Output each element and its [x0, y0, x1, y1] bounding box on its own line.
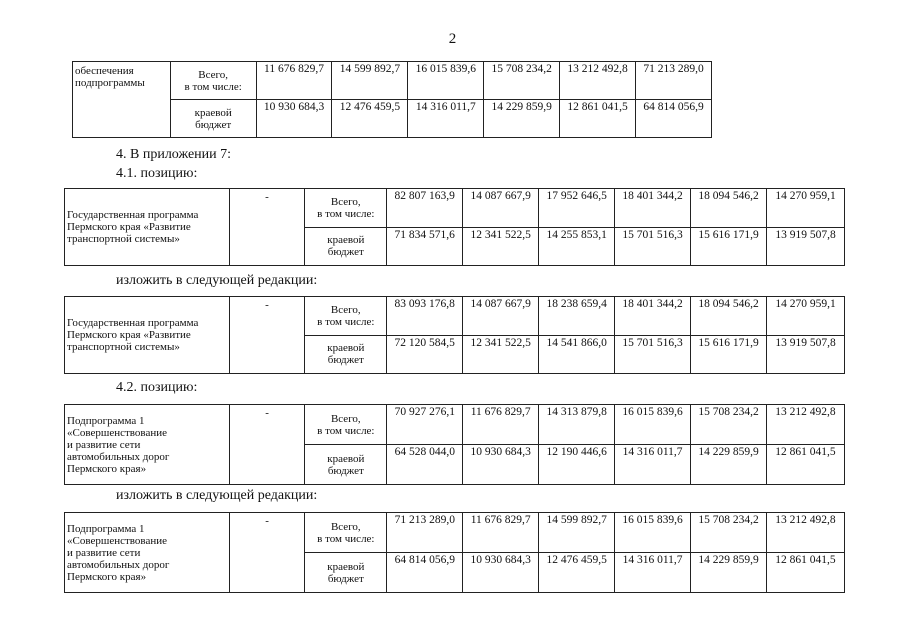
name-cell	[65, 189, 230, 266]
value-cell: 13 212 492,8	[560, 62, 636, 100]
name-line: Пермского края»	[67, 462, 147, 475]
value-cell: 16 015 839,6	[408, 62, 484, 100]
value-cell: 10 930 684,3	[256, 100, 332, 138]
name-line: подпрограммы	[75, 77, 145, 89]
name-line: и развитие сети	[67, 438, 141, 451]
value-cell: 14 087 667,9	[463, 297, 539, 336]
value-cell: 13 212 492,8	[766, 405, 844, 445]
value-cell: 12 861 041,5	[766, 445, 844, 485]
value-cell: 82 807 163,9	[387, 189, 463, 228]
heading-edit-1: изложить в следующей редакции:	[116, 273, 318, 288]
label-cell	[170, 100, 256, 138]
value-cell: 13 212 492,8	[766, 513, 844, 553]
value-cell: 14 316 011,7	[615, 445, 691, 485]
value-cell: 18 401 344,2	[615, 189, 691, 228]
value-cell: 14 255 853,1	[539, 227, 615, 266]
label-line: краевой	[327, 452, 365, 465]
value-cell: 14 270 959,1	[767, 189, 845, 228]
label-line: Всего,	[198, 68, 229, 81]
value-cell: 18 094 546,2	[691, 297, 767, 336]
value-cell: 12 190 446,6	[539, 445, 615, 485]
label-line: в том числе:	[317, 424, 375, 437]
value-cell: 14 316 011,7	[615, 553, 691, 593]
label-line: бюджет	[327, 246, 364, 259]
page-number: 2	[448, 31, 457, 47]
value-cell: 14 229 859,9	[484, 100, 560, 138]
value-cell: 64 814 056,9	[636, 100, 712, 138]
name-cell	[73, 62, 171, 138]
name-line: Пермского края»	[67, 570, 147, 583]
name-line: транспортной системы»	[67, 233, 180, 245]
label-cell	[305, 227, 387, 266]
label-line: краевой	[194, 106, 232, 119]
name-line: «Совершенствование	[67, 426, 167, 439]
label-cell	[305, 513, 387, 553]
value-cell: 12 476 459,5	[332, 100, 408, 138]
value-cell: 72 120 584,5	[387, 335, 463, 374]
dash-cell: -	[229, 297, 305, 374]
budget-table	[64, 404, 845, 485]
value-cell: 64 528 044,0	[387, 445, 463, 485]
value-cell: 83 093 176,8	[387, 297, 463, 336]
value-cell: 71 834 571,6	[387, 227, 463, 266]
name-line: обеспечения	[75, 65, 134, 77]
name-line: Государственная программа	[67, 209, 199, 221]
name-line: автомобильных дорог	[67, 558, 170, 571]
value-cell: 15 708 234,2	[691, 513, 767, 553]
value-cell: 16 015 839,6	[615, 513, 691, 553]
label-line: Всего,	[330, 520, 361, 533]
label-line: Всего,	[330, 412, 361, 425]
value-cell: 12 341 522,5	[463, 335, 539, 374]
value-cell: 11 676 829,7	[256, 62, 332, 100]
value-cell: 18 094 546,2	[691, 189, 767, 228]
name-cell	[65, 297, 230, 374]
value-cell: 12 476 459,5	[539, 553, 615, 593]
heading-appendix-7: 4. В приложении 7:	[116, 147, 232, 162]
name-line: Пермского края «Развитие	[67, 221, 191, 233]
name-line: Государственная программа	[67, 317, 199, 329]
name-line: автомобильных дорог	[67, 450, 170, 463]
value-cell: 15 708 234,2	[691, 405, 767, 445]
value-cell: 13 919 507,8	[767, 335, 845, 374]
heading-edit-2: изложить в следующей редакции:	[116, 488, 318, 503]
name-line: транспортной системы»	[67, 341, 180, 353]
value-cell: 11 676 829,7	[463, 405, 539, 445]
value-cell: 15 701 516,3	[615, 227, 691, 266]
label-cell	[305, 335, 387, 374]
name-line: Подпрограмма 1	[67, 522, 145, 535]
heading-4-2: 4.2. позицию:	[116, 380, 198, 395]
heading-4-1: 4.1. позицию:	[116, 166, 198, 181]
value-cell: 14 316 011,7	[408, 100, 484, 138]
value-cell: 64 814 056,9	[387, 553, 463, 593]
label-line: краевой	[327, 342, 365, 355]
label-cell	[170, 62, 256, 100]
label-line: Всего,	[330, 303, 361, 316]
label-cell	[305, 297, 387, 336]
value-cell: 10 930 684,3	[463, 553, 539, 593]
top-table	[72, 61, 712, 138]
dash-cell: -	[229, 513, 305, 593]
name-line: Подпрограмма 1	[67, 414, 145, 427]
label-line: бюджет	[327, 464, 364, 477]
value-cell: 15 616 171,9	[691, 227, 767, 266]
value-cell: 18 401 344,2	[615, 297, 691, 336]
label-line: Всего,	[330, 195, 361, 208]
value-cell: 14 087 667,9	[463, 189, 539, 228]
label-cell	[305, 405, 387, 445]
value-cell: 12 861 041,5	[560, 100, 636, 138]
label-line: краевой	[327, 234, 365, 247]
value-cell: 15 701 516,3	[615, 335, 691, 374]
value-cell: 17 952 646,5	[539, 189, 615, 228]
value-cell: 16 015 839,6	[615, 405, 691, 445]
name-line: и развитие сети	[67, 546, 141, 559]
value-cell: 11 676 829,7	[463, 513, 539, 553]
label-line: в том числе:	[317, 207, 375, 220]
name-line: «Совершенствование	[67, 534, 167, 547]
value-cell: 14 229 859,9	[691, 553, 767, 593]
label-line: бюджет	[195, 118, 232, 131]
label-line: бюджет	[327, 572, 364, 585]
value-cell: 10 930 684,3	[463, 445, 539, 485]
label-line: краевой	[327, 560, 365, 573]
label-line: бюджет	[327, 354, 364, 367]
budget-table	[64, 188, 845, 266]
budget-table	[64, 296, 845, 374]
value-cell: 71 213 289,0	[387, 513, 463, 553]
value-cell: 14 270 959,1	[767, 297, 845, 336]
label-line: в том числе:	[317, 315, 375, 328]
value-cell: 71 213 289,0	[636, 62, 712, 100]
value-cell: 70 927 276,1	[387, 405, 463, 445]
value-cell: 14 229 859,9	[691, 445, 767, 485]
value-cell: 12 861 041,5	[766, 553, 844, 593]
label-line: в том числе:	[317, 532, 375, 545]
value-cell: 13 919 507,8	[767, 227, 845, 266]
value-cell: 14 541 866,0	[539, 335, 615, 374]
value-cell: 15 708 234,2	[484, 62, 560, 100]
value-cell: 14 599 892,7	[539, 513, 615, 553]
value-cell: 15 616 171,9	[691, 335, 767, 374]
label-cell	[305, 189, 387, 228]
label-line: в том числе:	[184, 80, 242, 93]
dash-cell: -	[229, 189, 305, 266]
label-cell	[305, 445, 387, 485]
name-line: Пермского края «Развитие	[67, 329, 191, 341]
budget-table	[64, 512, 845, 593]
value-cell: 18 238 659,4	[539, 297, 615, 336]
value-cell: 12 341 522,5	[463, 227, 539, 266]
value-cell: 14 599 892,7	[332, 62, 408, 100]
label-cell	[305, 553, 387, 593]
dash-cell: -	[229, 405, 305, 485]
name-cell	[65, 513, 230, 593]
name-cell	[65, 405, 230, 485]
value-cell: 14 313 879,8	[539, 405, 615, 445]
